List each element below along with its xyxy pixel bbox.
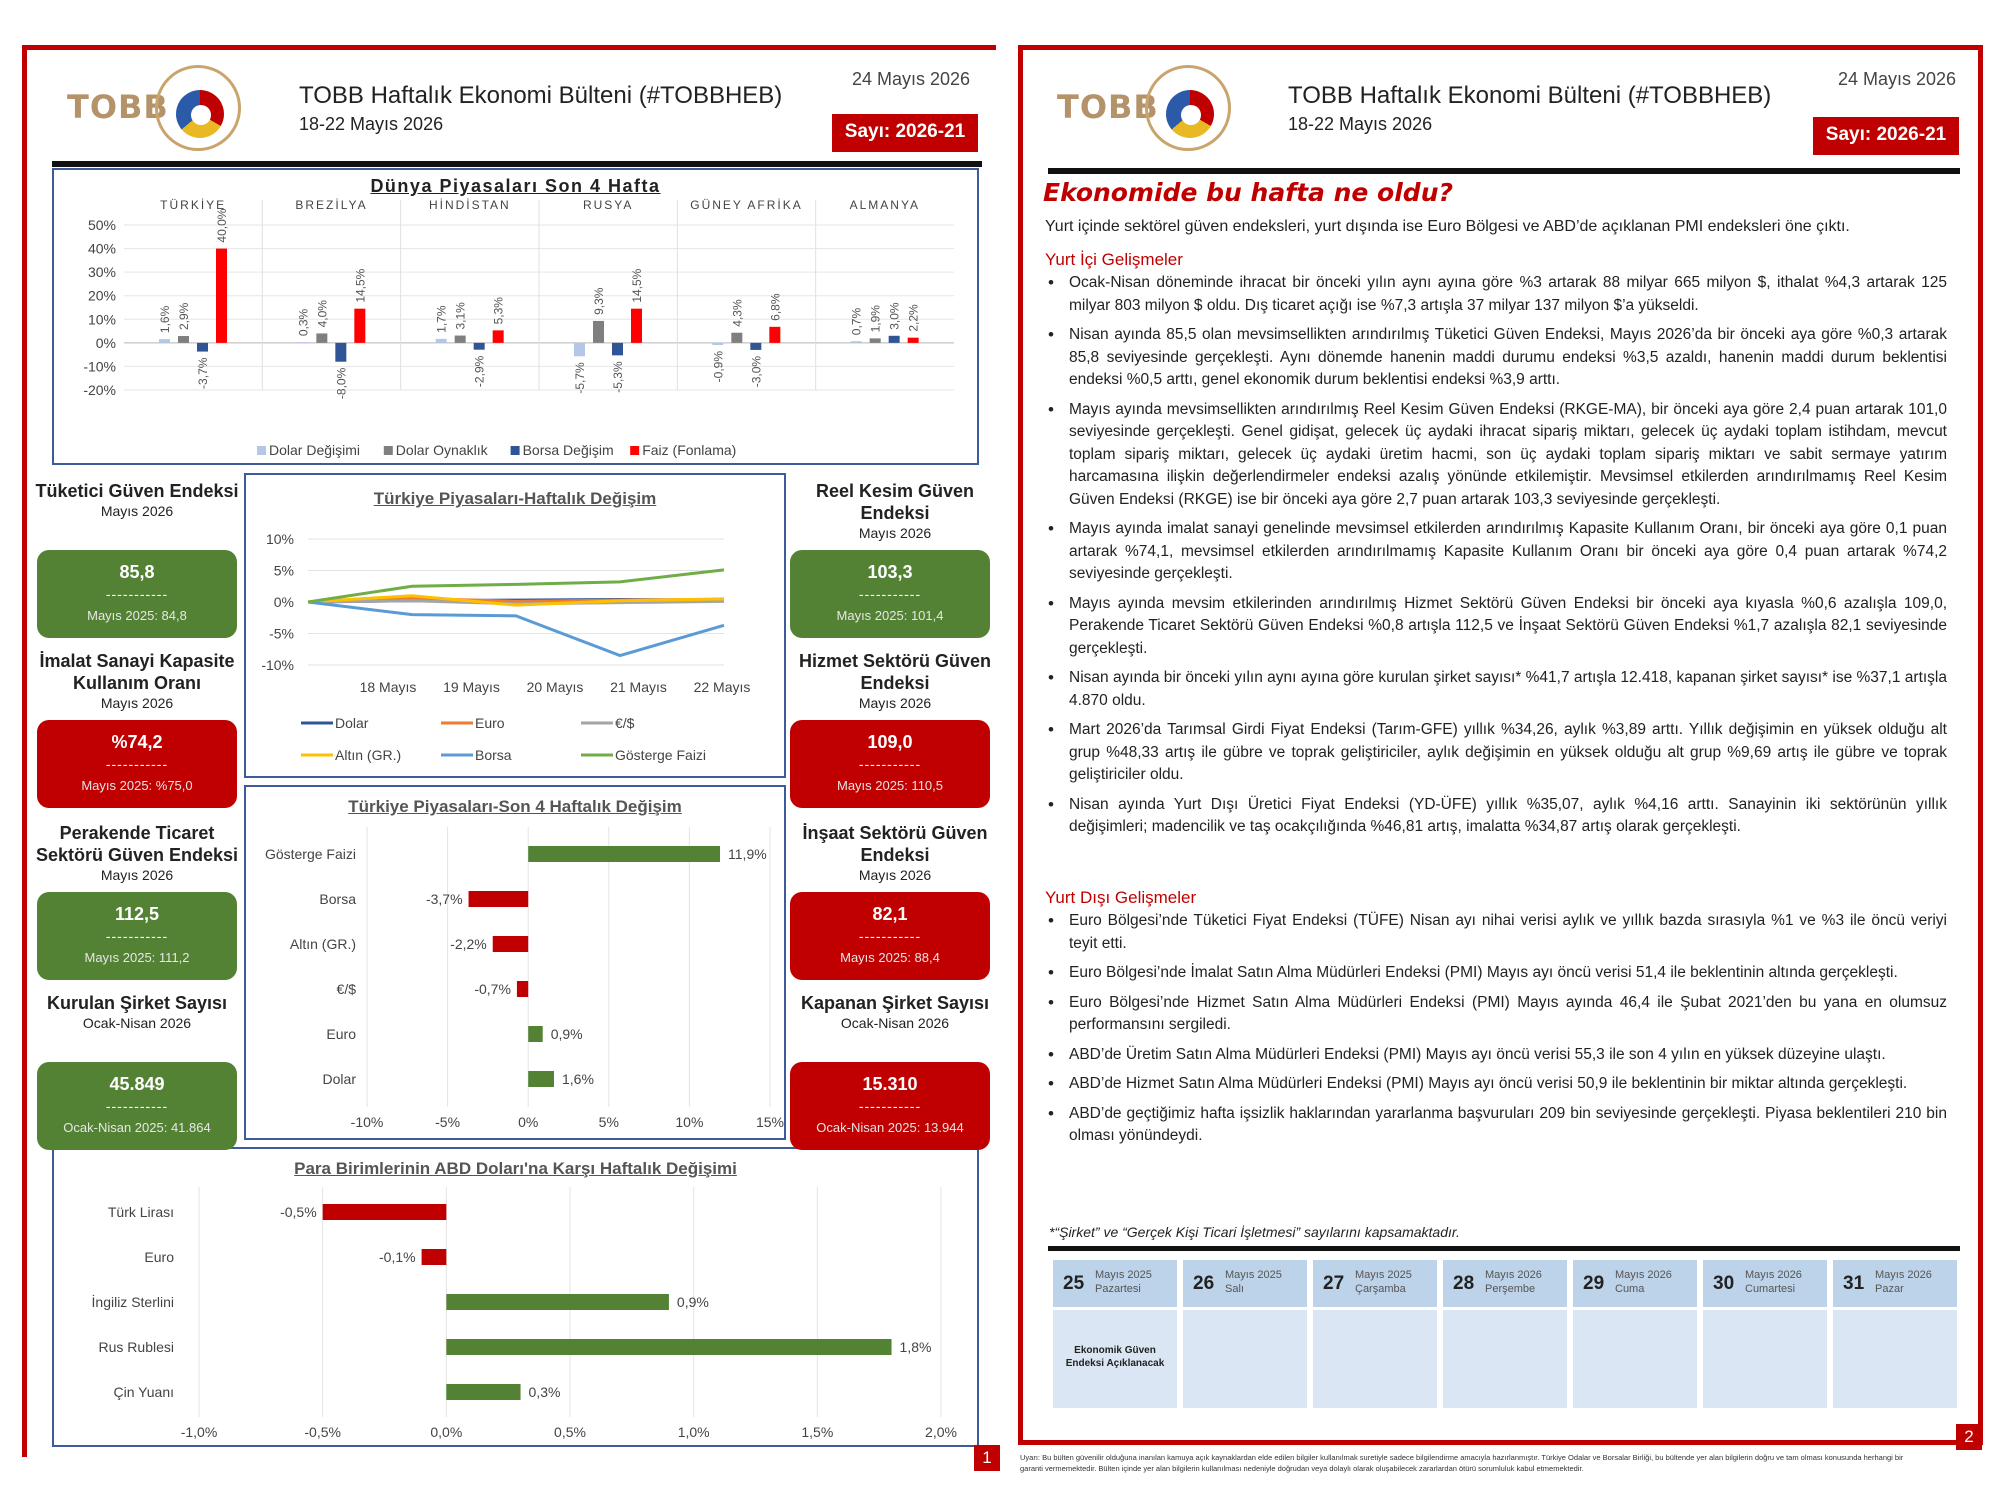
- indicator-separator: -----------: [858, 1098, 922, 1114]
- bar: [197, 343, 208, 352]
- indicator-previous: Ocak-Nisan 2025: 13.944: [816, 1120, 964, 1135]
- legend-item: [257, 442, 360, 458]
- chart-title: Dünya Piyasaları Son 4 Hafta: [370, 176, 661, 196]
- indicator-name: Kapanan Şirket Sayısı: [800, 993, 990, 1013]
- y-tick-label: 30%: [87, 264, 116, 281]
- legend-item: [581, 715, 635, 731]
- tobb-logo-text: TOBB: [67, 88, 169, 126]
- data-label: 14,5%: [630, 268, 644, 303]
- x-tick-label: 19 Mayıs: [443, 679, 500, 695]
- indicator-value: 45.849: [109, 1074, 165, 1094]
- legend-label: Euro: [475, 715, 505, 731]
- calendar-month: Mayıs 2025: [1095, 1269, 1152, 1281]
- bar: [712, 343, 723, 345]
- bar: [750, 343, 761, 350]
- indicator-value: 15.310: [862, 1074, 918, 1094]
- x-tick-label: 20 Mayıs: [526, 679, 584, 695]
- issue-badge: Sayı: 2026-21: [832, 114, 978, 152]
- data-label: -0,1%: [379, 1249, 416, 1265]
- category-label: €/$: [336, 981, 356, 997]
- bar: [517, 981, 528, 997]
- page-number: 1: [974, 1445, 1000, 1471]
- legend-item: [301, 747, 401, 763]
- section-heading: Ekonomide bu hafta ne oldu?: [1043, 178, 1453, 207]
- category-label: TÜRKİYE: [160, 198, 227, 212]
- bar: [354, 309, 365, 343]
- calendar-month: Mayıs 2026: [1745, 1269, 1802, 1281]
- category-label: Altın (GR.): [289, 936, 356, 952]
- category-label: Gösterge Faizi: [264, 846, 356, 862]
- page-header: [1023, 50, 1978, 170]
- domestic-bullets: [1045, 272, 1947, 846]
- bar: [851, 341, 862, 343]
- indicator-box: [37, 892, 237, 980]
- x-tick-label: 0%: [518, 1114, 539, 1130]
- calendar-day-header: [1443, 1260, 1567, 1310]
- bar: [493, 330, 504, 342]
- x-tick-label: 22 Mayıs: [693, 679, 751, 695]
- indicator-label: [32, 822, 242, 884]
- data-label: 2,2%: [906, 304, 921, 332]
- calendar-weekday: Pazar: [1875, 1283, 1904, 1295]
- data-label: -5,7%: [573, 362, 587, 394]
- indicator-period: Mayıs 2026: [858, 867, 932, 883]
- indicator-label: [790, 992, 1000, 1032]
- calendar-day-header: [1183, 1260, 1307, 1310]
- y-tick-label: 5%: [273, 562, 294, 579]
- footnote: *“Şirket” ve “Gerçek Kişi Ticari İşletmesi” sayılarını kapsamaktadır.: [1049, 1224, 1460, 1240]
- weekly-calendar: [1053, 1260, 1957, 1408]
- indicator-box: [790, 720, 990, 808]
- bar: [159, 339, 170, 343]
- indicator-label: [32, 992, 242, 1032]
- x-tick-label: 2,0%: [925, 1424, 957, 1440]
- x-tick-label: 0,5%: [554, 1424, 586, 1440]
- bullet-item: • Nisan ayında 85,5 olan mevsimsellikten arındırılmış Tüketici Güven Endeksi, Mayıs 2026’da bir önceki aya göre %0,3 artarak 85,8 seviyesinde gerçekleşti. Aynı dönemde hanenin maddi durumu endeksi %3,5 azaldı, hanenin maddi durum beklentisi endeksi %0,5 arttı, genel ekonomik durum beklentisi endeksi %3,9 arttı.: [1045, 324, 1947, 392]
- world-markets-chart-panel: [52, 168, 979, 465]
- data-label: -0,7%: [474, 981, 511, 997]
- x-tick-label: -5%: [435, 1114, 461, 1130]
- indicator-box: [790, 1062, 990, 1150]
- data-label: 11,9%: [728, 846, 767, 862]
- category-label: BREZİLYA: [295, 198, 368, 212]
- y-tick-label: 10%: [87, 311, 116, 328]
- y-tick-label: 40%: [87, 240, 116, 257]
- data-label: 0,9%: [550, 1026, 583, 1042]
- bullet-item: • Mayıs ayında imalat sanayi genelinde mevsimsel etkilerden arındırılmış Kapasite Kullanım Oranı, bir önceki aya göre 0,1 puan artarak %74,1, mevsimsel etkilerden arındırılmamış Kapasite Kullanım Oranı bir önceki aya göre 0,4 puan artarak %74,2 seviyesinde gerçekleşti.: [1045, 518, 1947, 586]
- bulletin-title: TOBB Haftalık Ekonomi Bülteni (#TOBBHEB): [299, 82, 783, 109]
- calendar-weekday: Salı: [1225, 1283, 1244, 1295]
- intro-text: Yurt içinde sektörel güven endeksleri, yurt dışında ise Euro Bölgesi ve ABD’de açıklanan PMI endeksleri öne çıktı.: [1045, 218, 1850, 235]
- calendar-day: [1833, 1260, 1957, 1408]
- calendar-month: Mayıs 2026: [1485, 1269, 1542, 1281]
- indicator-period: Ocak-Nisan 2026: [82, 1015, 192, 1031]
- calendar-day-number: 31: [1843, 1273, 1865, 1294]
- data-label: 0,9%: [676, 1294, 709, 1310]
- calendar-month-weekday: [1615, 1268, 1672, 1296]
- page-header: [27, 50, 996, 170]
- indicator-box: [37, 550, 237, 638]
- y-tick-label: -20%: [83, 382, 116, 398]
- calendar-weekday: Çarşamba: [1355, 1283, 1406, 1295]
- calendar-day: [1313, 1260, 1437, 1408]
- bar: [446, 1384, 520, 1400]
- calendar-day-number: 25: [1063, 1273, 1085, 1294]
- tobb-emblem-icon: [155, 65, 241, 151]
- calendar-event: Ekonomik Güven Endeksi Açıklanacak: [1065, 1345, 1165, 1369]
- category-label: Borsa: [319, 891, 356, 907]
- indicator-previous: Mayıs 2025: 101,4: [836, 608, 944, 623]
- turkey-4week-bar-chart: [246, 787, 784, 1138]
- indicator-box: [790, 550, 990, 638]
- indicator-label: [32, 480, 242, 520]
- indicator-name: Hizmet Sektörü Güven Endeksi: [798, 651, 992, 693]
- turkey-weekly-chart-panel: [244, 473, 786, 778]
- calendar-month: Mayıs 2025: [1225, 1269, 1282, 1281]
- bullet-item: • Euro Bölgesi’nde Tüketici Fiyat Endeksi (TÜFE) Nisan ayı nihai verisi aylık ve yıllık bazda sırasıyla %1 ve %3 ile öncü veriyi teyit etti.: [1045, 910, 1947, 955]
- bulletin-date: 24 Mayıs 2026: [852, 69, 971, 89]
- data-label: -8,0%: [334, 367, 349, 400]
- data-label: 6,8%: [768, 293, 783, 321]
- legend-swatch: [630, 446, 639, 455]
- page-number: 2: [1956, 1424, 1982, 1450]
- issue-badge: Sayı: 2026-21: [1813, 117, 1959, 155]
- bar: [474, 343, 485, 350]
- bar: [422, 1249, 447, 1265]
- data-label: 3,1%: [453, 302, 468, 330]
- calendar-weekday: Pazartesi: [1095, 1283, 1141, 1295]
- category-label: GÜNEY AFRİKA: [690, 198, 803, 212]
- tobb-emblem-icon: [1145, 65, 1231, 151]
- bulletin-date: 24 Mayıs 2026: [1838, 69, 1957, 89]
- calendar-month-weekday: [1745, 1268, 1802, 1296]
- category-label: Türk Lirası: [107, 1204, 174, 1220]
- bar: [469, 891, 529, 907]
- bar: [528, 1026, 543, 1042]
- calendar-month-weekday: [1875, 1268, 1932, 1296]
- bullet-item: • Ocak-Nisan döneminde ihracat bir önceki yılın aynı ayına göre %3 artarak 88 milyar 665 milyon $, ithalat %4,3 artarak 125 milyar 803 milyon $ oldu. Dış ticaret açığı ise %7,3 artışla 37 milyar 137 milyon $’a yükseldi.: [1045, 272, 1947, 317]
- data-label: -2,2%: [450, 936, 487, 952]
- turkey-4week-chart-panel: [244, 785, 786, 1140]
- bulletin-title: TOBB Haftalık Ekonomi Bülteni (#TOBBHEB): [1288, 82, 1772, 109]
- indicator-label: [32, 650, 242, 712]
- y-tick-label: -5%: [269, 625, 294, 642]
- series-line: [308, 602, 724, 656]
- indicator-label: [790, 480, 1000, 542]
- y-tick-label: 20%: [87, 287, 116, 304]
- data-label: 1,7%: [434, 305, 449, 333]
- bar: [870, 338, 881, 342]
- bar: [446, 1339, 891, 1355]
- x-tick-label: 15%: [755, 1114, 784, 1130]
- bar: [731, 333, 742, 343]
- data-label: 14,5%: [353, 268, 368, 303]
- data-label: -3,7%: [196, 357, 210, 389]
- indicator-name: Tüketici Güven Endeksi: [35, 481, 239, 501]
- calendar-day-header: [1573, 1260, 1697, 1310]
- indicator-separator: -----------: [858, 928, 922, 944]
- category-label: Euro: [326, 1026, 356, 1042]
- bar: [889, 336, 900, 343]
- category-label: Euro: [144, 1249, 174, 1265]
- legend-item: [441, 747, 512, 763]
- data-label: -2,9%: [472, 355, 487, 388]
- legend-item: [630, 442, 736, 458]
- legend-label: Dolar Değişimi: [269, 442, 361, 458]
- indicator-box: [790, 892, 990, 980]
- world-markets-bar-chart: [54, 170, 977, 463]
- indicator-period: Ocak-Nisan 2026: [840, 1015, 950, 1031]
- data-label: 3,0%: [887, 302, 902, 330]
- indicator-label: [790, 650, 1000, 712]
- legend-item: [441, 715, 505, 731]
- indicator-value: 109,0: [867, 732, 913, 752]
- indicator-previous: Mayıs 2025: %75,0: [81, 778, 193, 793]
- foreign-bullets: [1045, 910, 1947, 1155]
- x-tick-label: 1,5%: [801, 1424, 834, 1440]
- legend-label: Altın (GR.): [335, 747, 402, 763]
- chart-title: Türkiye Piyasaları-Son 4 Haftalık Değişim: [348, 797, 682, 816]
- indicator-name: Kurulan Şirket Sayısı: [46, 993, 228, 1013]
- indicator-value: %74,2: [111, 732, 163, 752]
- x-tick-label: 10%: [675, 1114, 704, 1130]
- turkey-weekly-line-chart: [246, 475, 784, 776]
- category-label: Dolar: [322, 1071, 356, 1087]
- legend-item: [581, 747, 706, 763]
- bullet-item: • Euro Bölgesi’nde Hizmet Satın Alma Müdürleri Endeksi (PMI) Mayıs ayında 46,4 ile Şubat 2021’den bu yana en olumsuz performansını sergiledi.: [1045, 992, 1947, 1037]
- indicator-name: Perakende Ticaret Sektörü Güven Endeksi: [35, 823, 239, 865]
- legend-item: [384, 442, 489, 458]
- bulletin-period: 18-22 Mayıs 2026: [299, 114, 444, 134]
- indicator-previous: Mayıs 2025: 111,2: [84, 950, 190, 965]
- category-label: Çin Yuanı: [113, 1384, 174, 1400]
- indicator-value: 112,5: [114, 904, 160, 924]
- currency-bar-chart: [54, 1149, 977, 1445]
- data-label: -3,0%: [749, 355, 764, 388]
- legend-item: [301, 715, 369, 731]
- bar: [612, 343, 623, 355]
- bar: [216, 249, 227, 343]
- calendar-divider: [1048, 1246, 1960, 1251]
- data-label: 40,0%: [215, 208, 229, 243]
- currency-chart-panel: [52, 1147, 979, 1447]
- calendar-month-weekday: [1485, 1268, 1542, 1296]
- legend-label: €/$: [615, 715, 635, 731]
- data-label: 1,6%: [561, 1071, 594, 1087]
- calendar-day-header: [1053, 1260, 1177, 1310]
- calendar-day-header: [1313, 1260, 1437, 1310]
- x-tick-label: 5%: [598, 1114, 619, 1130]
- bullet-item: • Mayıs ayında mevsim etkilerinden arındırılmış Hizmet Sektörü Güven Endeksi bir önceki aya kıyasla %0,6 azalışla 109,0, Perakende Ticaret Sektörü Güven Endeksi %0,8 artışla 112,5 ve İnşaat Sektörü Güven Endeksi %1,7 azalışla 82,1 seviyesinde gerçekleşti.: [1045, 593, 1947, 661]
- header-divider: [52, 161, 982, 167]
- calendar-month: Mayıs 2025: [1355, 1269, 1412, 1281]
- indicator-previous: Ocak-Nisan 2025: 41.864: [63, 1120, 211, 1135]
- legend-label: Dolar: [335, 715, 369, 731]
- calendar-day: [1443, 1260, 1567, 1408]
- indicator-period: Mayıs 2026: [100, 503, 174, 519]
- bullet-item: • ABD’de Üretim Satın Alma Müdürleri Endeksi (PMI) Mayıs ayı öncü verisi 55,3 ile son 4 yılın en yüksek düzeyine ulaştı.: [1045, 1044, 1947, 1067]
- calendar-day-number: 28: [1453, 1273, 1475, 1294]
- data-label: 1,6%: [158, 305, 172, 334]
- indicator-name: Reel Kesim Güven Endeksi: [815, 481, 975, 523]
- bulletin-page-1: [22, 45, 996, 1467]
- category-label: HİNDİSTAN: [428, 198, 511, 212]
- calendar-weekday: Cumartesi: [1745, 1283, 1796, 1295]
- calendar-month-weekday: [1095, 1268, 1152, 1296]
- bar: [528, 1071, 554, 1087]
- tobb-logo-text: TOBB: [1057, 88, 1159, 126]
- calendar-month-weekday: [1225, 1268, 1282, 1296]
- x-tick-label: 1,0%: [677, 1424, 710, 1440]
- calendar-weekday: Perşembe: [1485, 1283, 1536, 1295]
- x-tick-label: -10%: [350, 1114, 384, 1130]
- x-tick-label: -0,5%: [304, 1424, 341, 1440]
- bulletin-page-2: [1018, 45, 1983, 1445]
- indicator-value: 82,1: [872, 904, 908, 924]
- bar: [446, 1294, 669, 1310]
- data-label: 5,3%: [491, 297, 506, 325]
- legend-item: [511, 442, 614, 458]
- y-tick-label: -10%: [261, 657, 294, 673]
- x-tick-label: -1,0%: [180, 1424, 218, 1440]
- data-label: 1,9%: [868, 305, 883, 333]
- disclaimer: Uyarı: Bu bülten güvenilir olduğuna inanılan kamuya açık kaynaklardan elde edilen bilgiler kullanılmak suretiyle sadece bilgilendirme amacıyla hazırlanmıştır. Türkiye Odalar ve Borsalar Birliği, bu bültende yer alan bilgilerin doğru ve tam olması konusunda herhangi bir garanti vermemektedir. Bülten içinde yer alan bilgilerin kullanılması nedeniyle doğrudan veya dolaylı olarak oluşabilecek zararlardan ötürü sorumluluk kabul etmemektedir.: [1020, 1453, 1904, 1473]
- indicator-value: 103,3: [867, 562, 913, 582]
- category-label: RUSYA: [582, 198, 634, 212]
- bullet-item: • ABD’de Hizmet Satın Alma Müdürleri Endeksi (PMI) Mayıs ayı öncü verisi 50,9 ile beklentinin bir miktar altında gerçekleşti.: [1045, 1073, 1947, 1096]
- calendar-day: [1183, 1260, 1307, 1408]
- indicator-box: [37, 720, 237, 808]
- indicator-separator: -----------: [105, 756, 169, 772]
- indicator-separator: -----------: [105, 1098, 169, 1114]
- data-label: -0,5%: [280, 1204, 317, 1220]
- data-label: -5,3%: [611, 361, 625, 393]
- legend-label: Dolar Oynaklık: [395, 442, 488, 458]
- bullet-item: • ABD’de geçtiğimiz hafta işsizlik haklarından yararlanma başvuruları 209 bin seviyesinde gerçekleşti. Piyasa beklentileri 210 bin olması yönündeydi.: [1045, 1103, 1947, 1148]
- calendar-weekday: Cuma: [1615, 1283, 1645, 1295]
- chart-title: Para Birimlerinin ABD Doları'na Karşı Haftalık Değişimi: [294, 1159, 737, 1178]
- bar: [493, 936, 528, 952]
- calendar-day: [1053, 1260, 1177, 1408]
- calendar-day-number: 29: [1583, 1273, 1605, 1294]
- indicator-separator: -----------: [105, 928, 169, 944]
- data-label: -3,7%: [425, 891, 463, 907]
- indicator-previous: Mayıs 2025: 110,5: [837, 778, 943, 793]
- y-tick-label: -10%: [83, 358, 116, 375]
- indicator-label: [790, 822, 1000, 884]
- bar: [297, 342, 308, 343]
- indicator-period: Mayıs 2026: [858, 525, 932, 541]
- indicator-period: Mayıs 2026: [100, 695, 174, 711]
- y-tick-label: 10%: [265, 531, 294, 547]
- legend-label: Borsa Değişim: [522, 442, 614, 458]
- bullet-item: • Euro Bölgesi’nde İmalat Satın Alma Müdürleri Endeksi (PMI) Mayıs ayı öncü verisi 51,4 ile beklentinin altında gerçekleşti.: [1045, 962, 1947, 985]
- calendar-day-number: 26: [1193, 1273, 1215, 1294]
- calendar-day: [1703, 1260, 1827, 1408]
- bar: [631, 309, 642, 343]
- indicator-previous: Mayıs 2025: 84,8: [87, 608, 187, 623]
- bullet-item: • Mayıs ayında mevsimsellikten arındırılmış Reel Kesim Güven Endeksi (RKGE-MA), bir önceki aya göre 2,4 puan artarak 101,0 seviyesinde gerçekleşti. Genel gidişat, gelecek üç aydaki ihracat sipariş miktarı, gelecek üç aydaki toplam istihdam, mevcut toplam sipariş miktarı, gelecek üç aydaki üretim hacmi, son üç aydaki toplam sipariş miktarı ve sabit sermaye yatırım harcamasına ilişkin değerlendirmeler endeksi azalış yönünde etkilemiştir. Mevsimsel etkilerden arındırılmamış Reel Kesim Güven Endeksi (RKGE) ise bir önceki aya göre 2,7 puan artarak 103,3 seviyesinde gerçekleşti.: [1045, 399, 1947, 512]
- calendar-day: [1573, 1260, 1697, 1408]
- legend-label: Faiz (Fonlama): [642, 442, 737, 458]
- y-tick-label: 0%: [95, 334, 116, 351]
- indicator-name: İnşaat Sektörü Güven Endeksi: [802, 823, 988, 865]
- bar: [178, 336, 189, 343]
- bar: [908, 338, 919, 343]
- indicator-separator: -----------: [105, 586, 169, 602]
- bar: [528, 846, 720, 862]
- bar: [335, 343, 346, 362]
- indicator-period: Mayıs 2026: [100, 867, 174, 883]
- x-tick-label: 21 Mayıs: [610, 679, 667, 695]
- legend-label: Gösterge Faizi: [615, 747, 707, 763]
- calendar-day-header: [1703, 1260, 1827, 1310]
- bullet-item: • Nisan ayında bir önceki yılın aynı ayına göre kurulan şirket sayısı* %41,7 artışla 12.418, kapanan şirket sayısı* ise %37,1 artışla 4.870 oldu.: [1045, 667, 1947, 712]
- x-tick-label: 18 Mayıs: [359, 679, 417, 695]
- indicator-value: 85,8: [119, 562, 155, 582]
- category-label: Rus Rublesi: [98, 1339, 174, 1355]
- indicator-separator: -----------: [858, 586, 922, 602]
- bar: [323, 1204, 447, 1220]
- bar: [316, 333, 327, 342]
- bar: [436, 339, 447, 343]
- data-label: 0,3%: [528, 1384, 561, 1400]
- calendar-month: Mayıs 2026: [1615, 1269, 1672, 1281]
- calendar-day-number: 30: [1713, 1273, 1735, 1294]
- category-label: ALMANYA: [849, 198, 921, 212]
- calendar-month: Mayıs 2026: [1875, 1269, 1932, 1281]
- bulletin-period: 18-22 Mayıs 2026: [1288, 114, 1433, 134]
- chart-title: Türkiye Piyasaları-Haftalık Değişim: [373, 489, 657, 508]
- indicator-box: [37, 1062, 237, 1150]
- data-label: 4,0%: [315, 300, 330, 328]
- bar: [455, 336, 466, 343]
- data-label: 0,3%: [296, 308, 311, 337]
- legend-swatch: [257, 446, 266, 455]
- indicator-previous: Mayıs 2025: 88,4: [840, 950, 940, 965]
- data-label: 2,9%: [177, 302, 191, 331]
- legend-label: Borsa: [475, 747, 512, 763]
- calendar-day-header: [1833, 1260, 1957, 1310]
- bullet-item: • Nisan ayında Yurt Dışı Üretici Fiyat Endeksi (YD-ÜFE) yıllık %35,07, aylık %4,16 arttı. Sanayinin iki sektörünün yıllık değişimleri; madencilik ve taş ocakçılığında %46,81 artış, imalatta %34,87 artış olarak gerçekleşti.: [1045, 794, 1947, 839]
- bar: [574, 343, 585, 356]
- y-tick-label: 0%: [273, 594, 294, 610]
- data-label: 9,3%: [592, 287, 606, 315]
- bullet-item: • Mart 2026’da Tarımsal Girdi Fiyat Endeksi (Tarım-GFE) yıllık %34,26, aylık %3,89 arttı. Yıllık değişimin en yüksek olduğu alt grup %48,33 artış ile gübre ve toprak geliştiriciler, aylık değişimin en yüksek olduğu alt grup %9,69 artış ile gübre ve toprak geliştiriciler oldu.: [1045, 719, 1947, 787]
- indicator-name: İmalat Sanayi Kapasite Kullanım Oranı: [39, 651, 235, 693]
- foreign-heading: Yurt Dışı Gelişmeler: [1045, 888, 1197, 907]
- y-tick-label: 50%: [87, 217, 116, 233]
- bar: [769, 327, 780, 343]
- indicator-separator: -----------: [858, 756, 922, 772]
- calendar-month-weekday: [1355, 1268, 1412, 1296]
- bar: [593, 321, 604, 343]
- domestic-heading: Yurt İçi Gelişmeler: [1045, 250, 1183, 269]
- calendar-day-number: 27: [1323, 1273, 1345, 1294]
- legend-swatch: [384, 446, 393, 455]
- x-tick-label: 0,0%: [430, 1424, 463, 1440]
- legend-swatch: [511, 446, 520, 455]
- data-label: 0,7%: [849, 307, 864, 336]
- data-label: 4,3%: [730, 299, 745, 327]
- header-divider: [1048, 168, 1960, 174]
- category-label: İngiliz Sterlini: [91, 1294, 174, 1310]
- data-label: -0,9%: [711, 350, 726, 383]
- indicator-period: Mayıs 2026: [858, 695, 932, 711]
- data-label: 1,8%: [899, 1339, 932, 1355]
